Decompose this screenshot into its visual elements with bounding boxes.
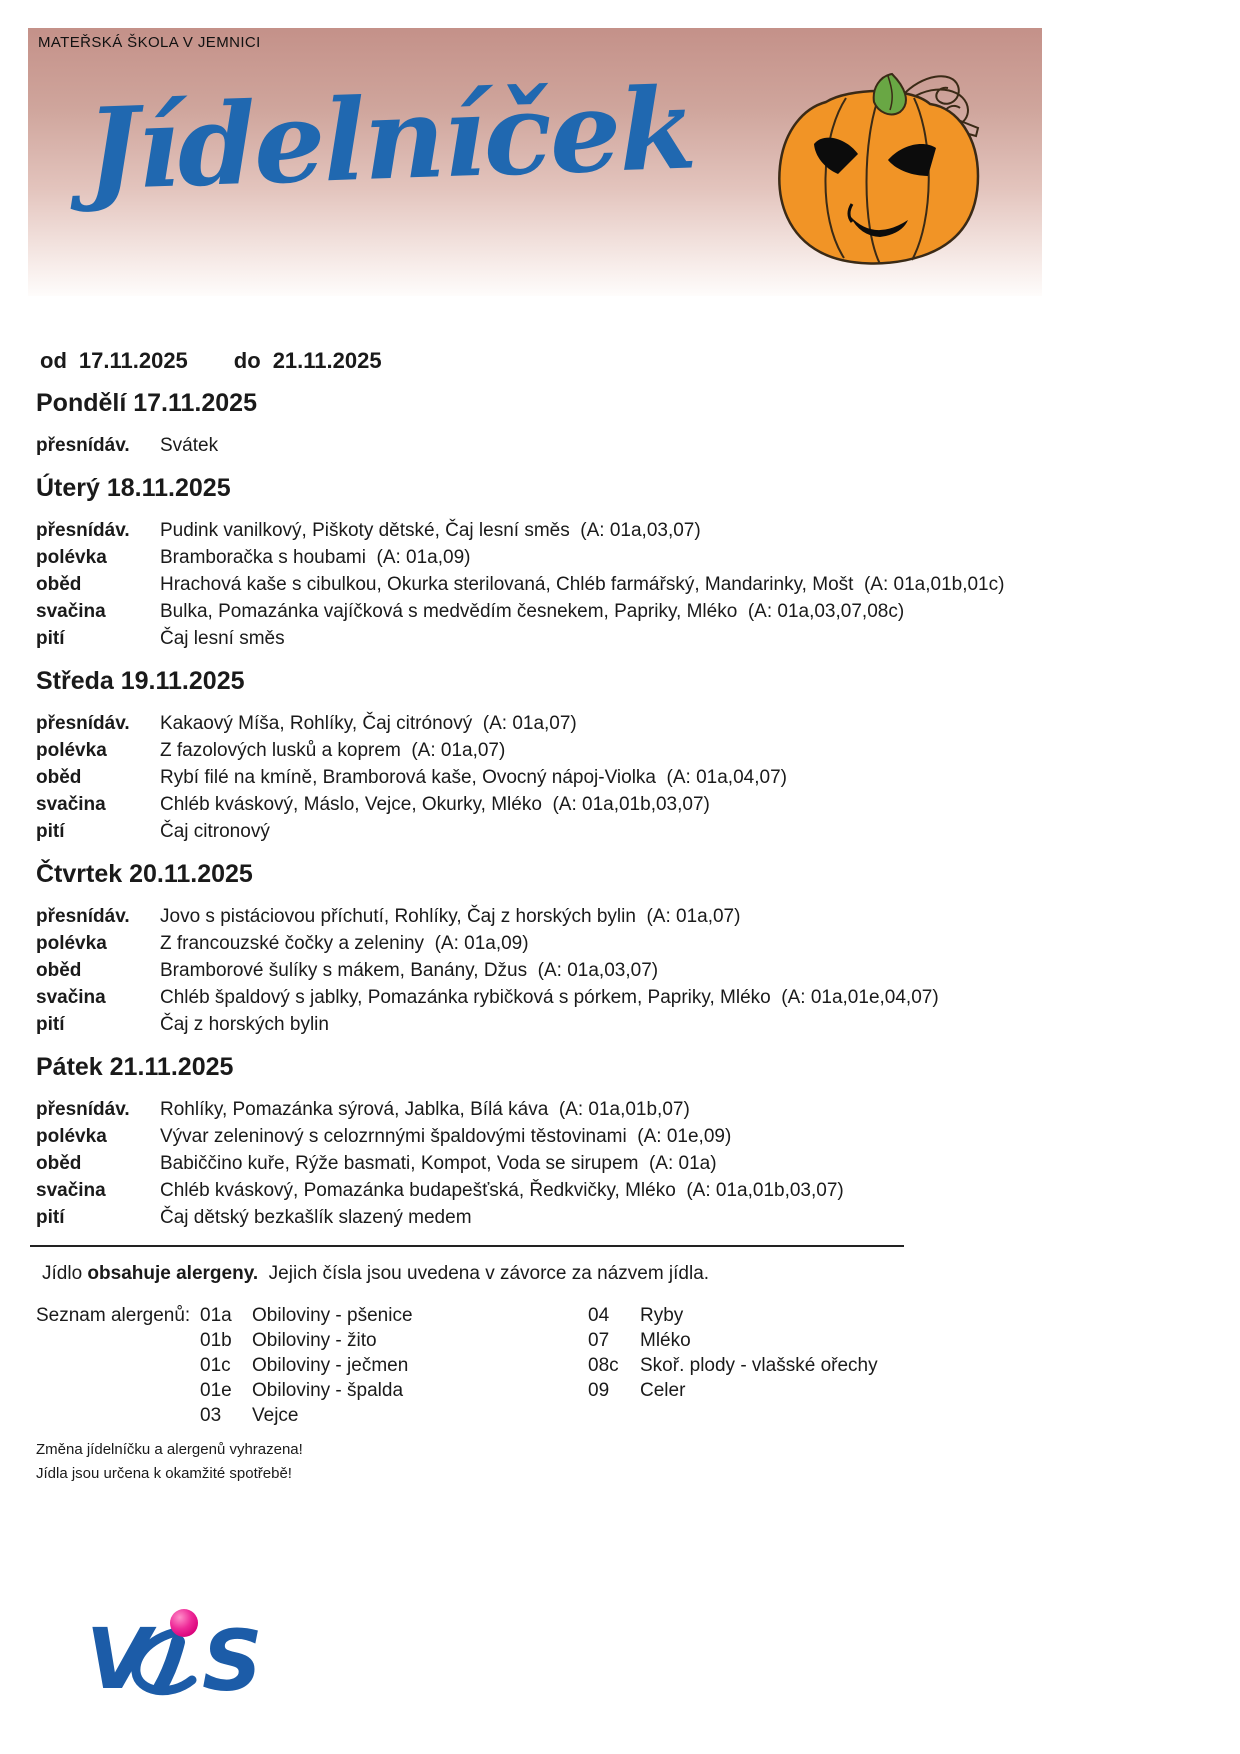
day-title: Pátek 21.11.2025: [36, 1053, 234, 1081]
meal-list: [36, 432, 1204, 459]
meal-row: [36, 625, 1204, 652]
meal-row: [36, 764, 1204, 791]
date-range: [40, 348, 1204, 374]
meal-text: Chléb kváskový, Máslo, Vejce, Okurky, Mléko (A: 01a,01b,03,07): [160, 794, 710, 815]
meal-row: [36, 930, 1204, 957]
meal-label: svačina: [36, 1180, 106, 1201]
meal-label: polévka: [36, 933, 107, 954]
meal-label: svačina: [36, 987, 106, 1008]
allergen-name: Ryby: [640, 1305, 684, 1326]
meal-row: [36, 432, 1204, 459]
allergen-sentence: [42, 1263, 1204, 1285]
meal-row: [36, 1096, 1204, 1123]
meal-row: [36, 737, 1204, 764]
meal-label: přesnídáv.: [36, 520, 130, 541]
meal-label: pití: [36, 1207, 65, 1228]
meal-row: [36, 1123, 1204, 1150]
meal-label: polévka: [36, 547, 107, 568]
meal-label: oběd: [36, 767, 82, 788]
allergen-code: 09: [588, 1380, 610, 1401]
meal-text: Rohlíky, Pomazánka sýrová, Jablka, Bílá káva (A: 01a,01b,07): [160, 1099, 690, 1120]
meal-row: [36, 571, 1204, 598]
meal-label: oběd: [36, 1153, 82, 1174]
menu-content: [0, 296, 1240, 1486]
meal-text: Hrachová kaše s cibulkou, Okurka sterilovaná, Chléb farmářský, Mandarinky, Mošt (A: 01a,01b,01c): [160, 574, 1005, 595]
meal-text: Z fazolových lusků a koprem (A: 01a,07): [160, 740, 506, 761]
footnotes: [36, 1438, 1204, 1486]
meal-list: [36, 1096, 1204, 1231]
meal-label: pití: [36, 1014, 65, 1035]
meal-row: [36, 1150, 1204, 1177]
meal-label: pití: [36, 821, 65, 842]
meal-label: polévka: [36, 1126, 107, 1147]
meal-row: [36, 598, 1204, 625]
allergen-code: 01a: [200, 1305, 232, 1326]
allergen-sentence-bold: obsahuje alergeny.: [87, 1263, 259, 1284]
meal-text: Čaj dětský bezkašlík slazený medem: [160, 1207, 472, 1228]
allergen-code: 01c: [200, 1355, 231, 1376]
meal-text: Pudink vanilkový, Piškoty dětské, Čaj lesní směs (A: 01a,03,07): [160, 520, 701, 541]
meal-label: svačina: [36, 794, 106, 815]
meal-row: [36, 818, 1204, 845]
meal-text: Bramboračka s houbami (A: 01a,09): [160, 547, 471, 568]
svg-text:V: V: [86, 1610, 152, 1708]
header-band: [28, 28, 1042, 296]
meal-list: [36, 903, 1204, 1038]
school-name: MATEŘSKÁ ŠKOLA V JEMNICI: [38, 34, 261, 51]
allergen-name: Skoř. plody - vlašské ořechy: [640, 1355, 878, 1376]
footnote-immediate-consumption: Jídla jsou určena k okamžité spotřebě!: [36, 1465, 292, 1482]
meal-label: přesnídáv.: [36, 435, 130, 456]
allergen-name: Mléko: [640, 1330, 691, 1351]
day-title: Středa 19.11.2025: [36, 667, 245, 695]
footnote-change-reserved: Změna jídelníčku a alergenů vyhrazena!: [36, 1441, 303, 1458]
meal-label: oběd: [36, 574, 82, 595]
meal-label: polévka: [36, 740, 107, 761]
meal-text: Bulka, Pomazánka vajíčková s medvědím česnekem, Papriky, Mléko (A: 01a,03,07,08c): [160, 601, 905, 622]
meal-label: svačina: [36, 601, 106, 622]
date-to-label: do: [233, 348, 261, 373]
allergen-table: [36, 1303, 1204, 1428]
meal-text: Svátek: [160, 435, 219, 456]
footer-divider: [30, 1245, 904, 1247]
meal-text: Čaj lesní směs: [160, 628, 285, 649]
meal-row: [36, 1177, 1204, 1204]
day-section-thursday: [36, 859, 1204, 1038]
meal-label: pití: [36, 628, 65, 649]
meal-text: Čaj z horských bylin: [160, 1014, 329, 1035]
day-section-wednesday: [36, 666, 1204, 845]
meal-text: Bramborové šulíky s mákem, Banány, Džus (A: 01a,03,07): [160, 960, 659, 981]
meal-text: Rybí filé na kmíně, Bramborová kaše, Ovocný nápoj-Violka (A: 01a,04,07): [160, 767, 787, 788]
allergen-code: 01e: [200, 1380, 232, 1401]
pumpkin-icon: [762, 68, 994, 268]
allergen-list-label: Seznam alergenů:: [36, 1305, 191, 1326]
day-title: Pondělí 17.11.2025: [36, 389, 257, 417]
day-section-tuesday: [36, 473, 1204, 652]
day-title: Úterý 18.11.2025: [36, 474, 231, 502]
svg-text:S: S: [202, 1612, 263, 1710]
meal-list: [36, 517, 1204, 652]
allergen-code: 04: [588, 1305, 610, 1326]
meal-text: Vývar zeleninový s celozrnnými špaldovými těstovinami (A: 01e,09): [160, 1126, 732, 1147]
meal-text: Z francouzské čočky a zeleniny (A: 01a,09): [160, 933, 529, 954]
meal-row: [36, 903, 1204, 930]
allergen-sentence-prefix: Jídlo: [42, 1263, 88, 1284]
meal-label: oběd: [36, 960, 82, 981]
date-from-label: od: [40, 348, 67, 373]
date-to-value: 21.11.2025: [272, 348, 382, 373]
meal-row: [36, 957, 1204, 984]
meal-row: [36, 517, 1204, 544]
date-from-value: 17.11.2025: [78, 348, 188, 373]
meal-text: Kakaový Míša, Rohlíky, Čaj citrónový (A: 01a,07): [160, 713, 577, 734]
meal-text: Chléb kváskový, Pomazánka budapešťská, Ředkvičky, Mléko (A: 01a,01b,03,07): [160, 1180, 844, 1201]
menu-script-title: Jídelníček: [83, 63, 697, 216]
meal-row: [36, 1204, 1204, 1231]
allergen-name: Celer: [640, 1380, 686, 1401]
allergen-name: Obiloviny - žito: [252, 1330, 377, 1351]
day-section-friday: [36, 1052, 1204, 1231]
allergen-code: 08c: [588, 1355, 619, 1376]
meal-text: Chléb špaldový s jablky, Pomazánka rybičková s pórkem, Papriky, Mléko (A: 01a,01e,04,07): [160, 987, 939, 1008]
meal-row: [36, 710, 1204, 737]
allergen-sentence-suffix: Jejich čísla jsou uvedena v závorce za názvem jídla.: [258, 1263, 710, 1284]
day-title: Čtvrtek 20.11.2025: [36, 860, 253, 888]
allergen-name: Obiloviny - ječmen: [252, 1355, 409, 1376]
vis-logo: [86, 1602, 264, 1714]
meal-row: [36, 791, 1204, 818]
allergen-name: Obiloviny - špalda: [252, 1380, 404, 1401]
meal-text: Čaj citronový: [160, 821, 270, 842]
meal-list: [36, 710, 1204, 845]
meal-label: přesnídáv.: [36, 1099, 130, 1120]
meal-row: [36, 1011, 1204, 1038]
allergen-code: 03: [200, 1405, 222, 1426]
allergen-name: Obiloviny - pšenice: [252, 1305, 413, 1326]
meal-label: přesnídáv.: [36, 713, 130, 734]
meal-row: [36, 984, 1204, 1011]
allergen-code: 07: [588, 1330, 610, 1351]
meal-label: přesnídáv.: [36, 906, 130, 927]
allergen-name: Vejce: [252, 1405, 299, 1426]
meal-row: [36, 544, 1204, 571]
day-section-monday: [36, 388, 1204, 459]
allergen-code: 01b: [200, 1330, 232, 1351]
meal-text: Babiččino kuře, Rýže basmati, Kompot, Voda se sirupem (A: 01a): [160, 1153, 717, 1174]
meal-text: Jovo s pistáciovou příchutí, Rohlíky, Čaj z horských bylin (A: 01a,07): [160, 906, 741, 927]
